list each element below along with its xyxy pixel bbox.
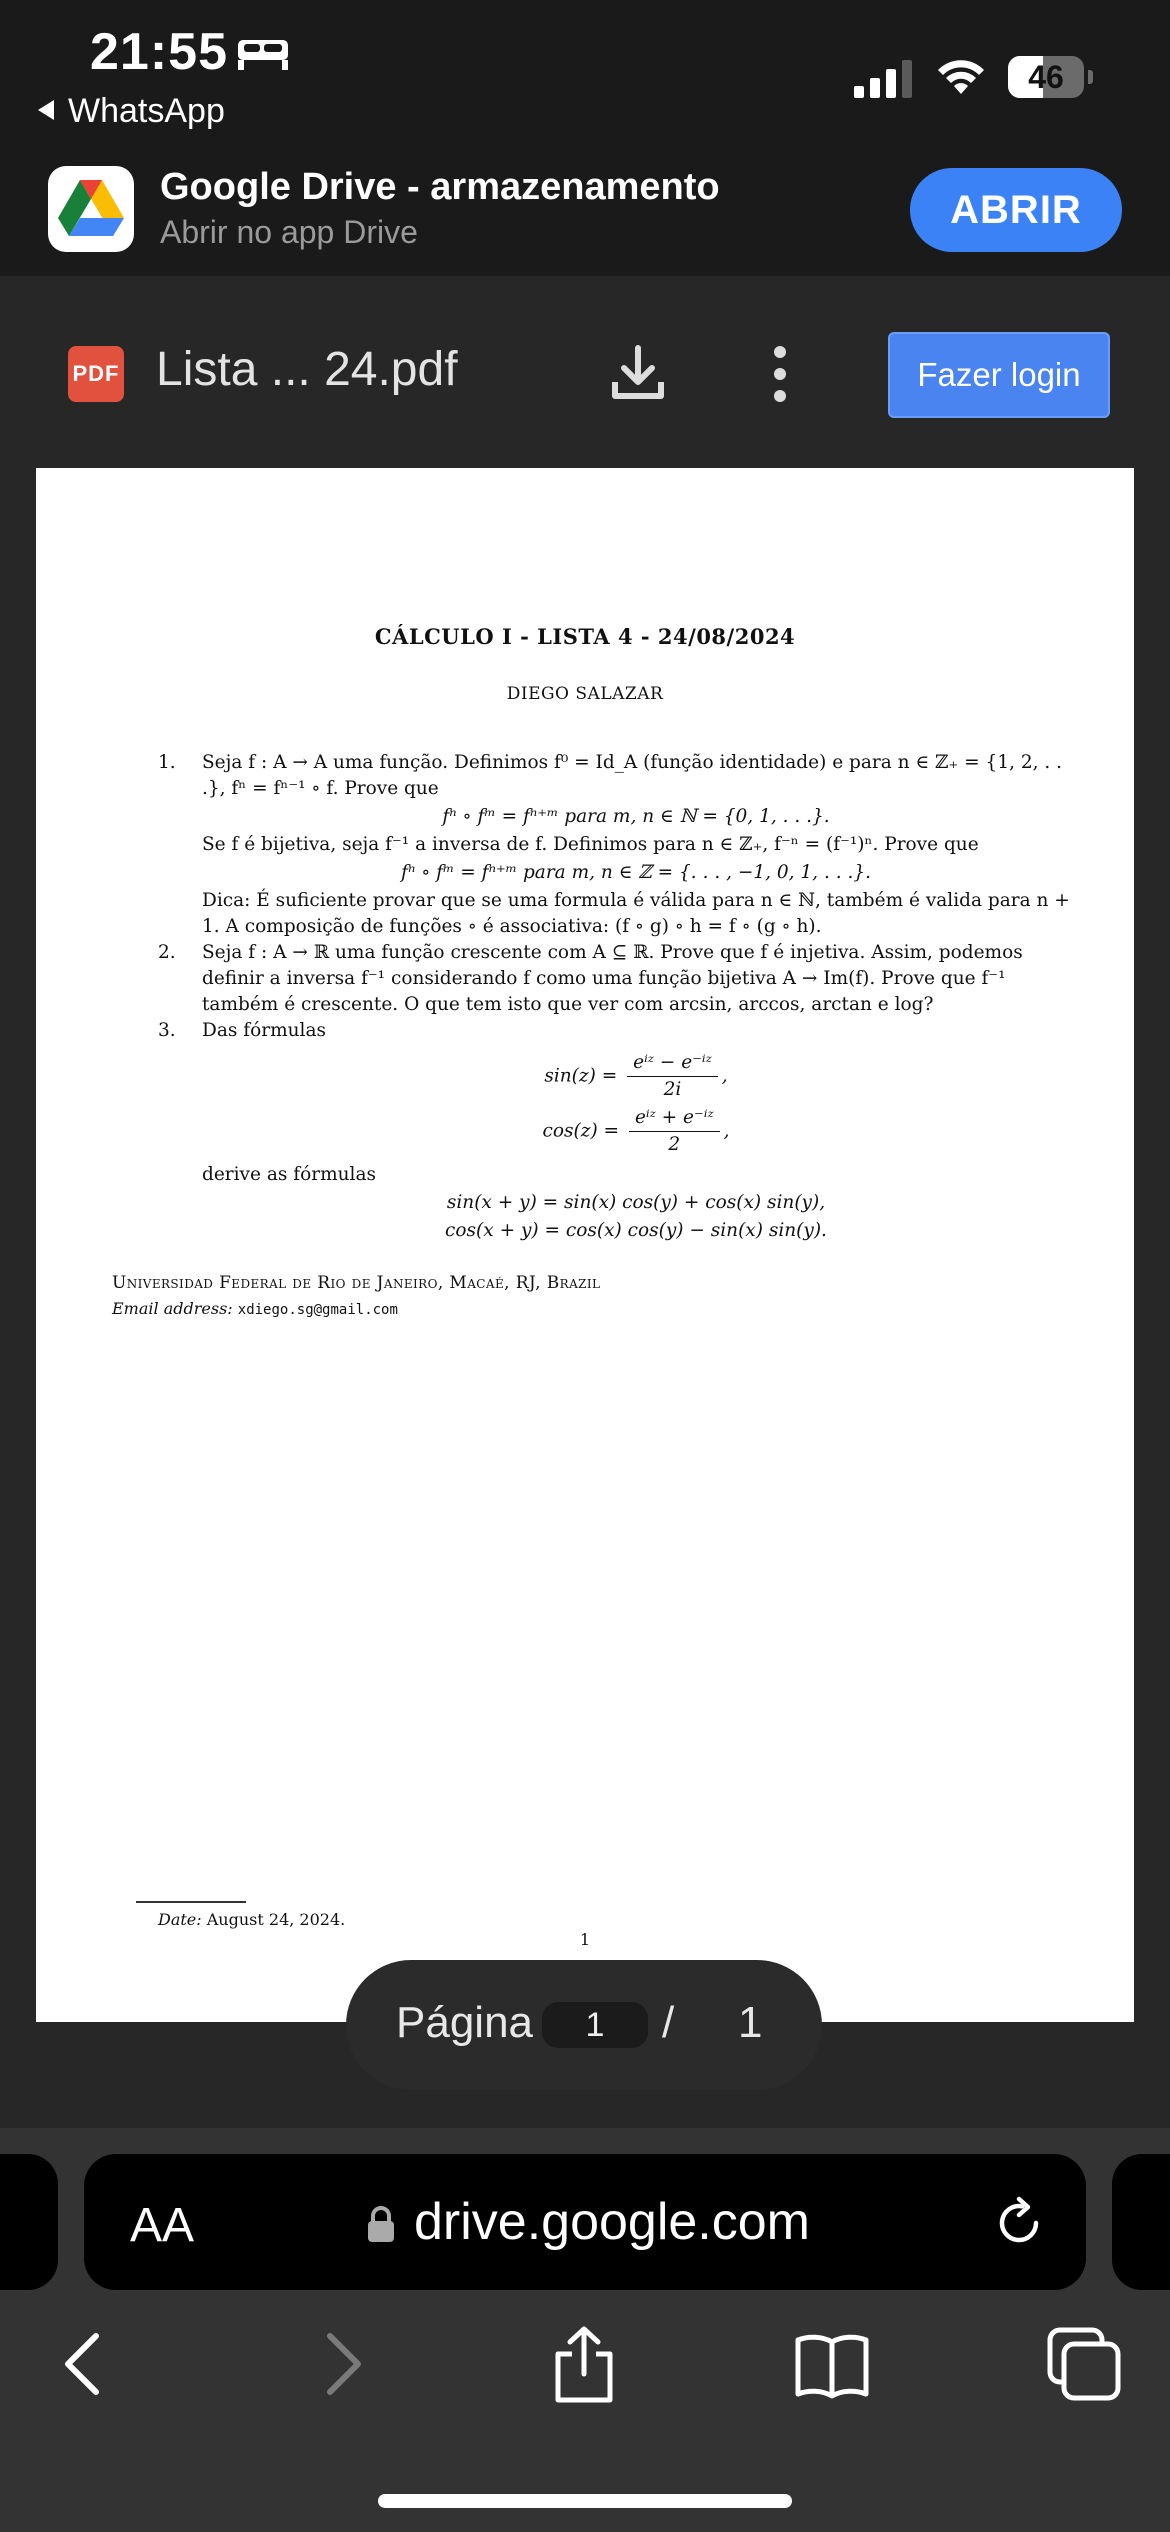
cos-numerator: eⁱᶻ + e⁻ⁱᶻ [629,1105,720,1132]
google-drive-logo-icon [58,178,124,238]
back-triangle-icon [38,100,54,120]
smart-app-banner [0,150,1170,276]
document-title: CÁLCULO I - LISTA 4 - 24/08/2024 [374,624,796,649]
document-body [112,750,1070,1323]
pdf-file-icon: PDF [68,346,124,402]
lock-icon [366,2204,396,2244]
back-icon[interactable] [46,2324,126,2404]
current-page-input[interactable]: 1 [542,2002,648,2048]
total-pages: 1 [738,1998,763,2047]
back-app-label: WhatsApp [68,92,225,130]
open-app-button[interactable]: ABRIR [910,168,1122,252]
exercise-number: 2. [158,942,176,963]
exercise-3 [158,1018,1070,1244]
cellular-signal-icon [852,58,916,98]
wifi-icon [936,56,986,96]
page-indicator [346,1960,822,2090]
sign-in-button[interactable]: Fazer login [888,332,1110,418]
equation: fⁿ ∘ fᵐ = fⁿ⁺ᵐ para m, n ∈ ℤ = {. . . , −1, 0, 1, . . .}. [401,862,871,883]
pdf-viewer[interactable] [0,468,1170,2128]
exercise-2 [158,940,1070,1018]
exercise-1 [158,750,1070,940]
exercise-text: Seja f : A → A uma função. Definimos f⁰ = Id_A (função identidade) e para n ∈ ℤ₊ = {1, 2, . . .}, fⁿ = fⁿ⁻¹ ∘ f. Prove que [202,752,1063,799]
banner-subtitle: Abrir no app Drive [160,214,418,250]
forward-icon[interactable] [300,2324,380,2404]
reload-icon[interactable] [992,2196,1046,2250]
fraction [627,1050,718,1103]
sin-denominator: 2i [663,1079,682,1100]
author-email [112,1296,1070,1323]
exercise-number: 1. [158,752,176,773]
clock: 21:55 [90,23,228,81]
bookmarks-icon[interactable] [792,2324,872,2404]
safari-toolbar [0,2128,1170,2532]
next-tab-preview[interactable] [1112,2154,1170,2290]
previous-tab-preview[interactable] [0,2154,58,2290]
sin-numerator: eⁱᶻ − e⁻ⁱᶻ [627,1050,718,1077]
share-icon[interactable] [544,2324,624,2404]
page-separator: / [662,1998,675,2047]
back-to-whatsapp-link[interactable] [38,92,225,131]
punctuation: , [721,1065,728,1087]
email-label: Email address: [112,1299,233,1318]
pdf-page [36,468,1134,2022]
sleep-bed-icon [236,38,290,72]
fraction [629,1105,720,1158]
sin-formula [202,1050,1070,1103]
status-bar [0,0,1170,150]
download-icon[interactable] [610,344,666,402]
exercise-hint: Dica: É suficiente provar que se uma formula é válida para n ∈ ℕ, também é valida para n + 1. A composição de funções ∘ é associativa: (f ∘ g) ∘ h = f ∘ (g ∘ h). [202,890,1070,937]
exercise-text: Seja f : A → ℝ uma função crescente com A ⊆ ℝ. Prove que f é injetiva. Assim, podemos definir a inversa f⁻¹ considerando f como uma função bijetiva A → Im(f). Prove que f⁻¹ também é crescente. O que tem isto que ver com arcsin, arccos, arctan e log? [202,942,1023,1015]
cos-formula [202,1105,1070,1158]
email-address: xdiego.sg@gmail.com [237,1302,398,1318]
battery-indicator [1008,56,1092,98]
equation: fⁿ ∘ fᵐ = fⁿ⁺ᵐ para m, n ∈ ℕ = {0, 1, . . .}. [442,806,830,827]
exercise-number: 3. [158,1020,176,1041]
date-footnote [158,1910,345,1929]
sin-lhs: sin(z) = [544,1065,618,1087]
banner-app-title: Google Drive - armazenamento [160,166,720,208]
author-affiliation: Universidad Federal de Rio de Janeiro, Macaé, RJ, Brazil [112,1273,601,1293]
document-author: DIEGO SALAZAR [506,684,664,704]
exercise-text: derive as fórmulas [202,1164,376,1185]
text-size-label: AA [130,2199,195,2252]
page-number: 1 [579,1930,591,1949]
battery-level: 46 [1028,59,1064,95]
home-indicator[interactable] [378,2494,792,2508]
page-label: Página [396,1998,534,2047]
url-text: drive.google.com [414,2193,810,2251]
google-drive-app-icon [48,166,134,252]
footnote-divider [136,1901,246,1903]
page-settings-button[interactable] [130,2198,194,2253]
punctuation: , [723,1120,730,1142]
cos-lhs: cos(z) = [542,1120,620,1142]
file-name: Lista ... 24.pdf [156,343,458,396]
exercise-text: Se f é bijetiva, seja f⁻¹ a inversa de f. Definimos para n ∈ ℤ₊, f⁻ⁿ = (f⁻¹)ⁿ. Prove que [202,834,979,855]
tabs-icon[interactable] [1044,2324,1124,2404]
drive-viewer-toolbar [0,276,1170,468]
date-label: Date: [158,1910,202,1929]
cos-denominator: 2 [668,1134,681,1155]
exercise-text: Das fórmulas [202,1020,326,1041]
address-bar[interactable] [84,2154,1086,2290]
sum-sin-formula: sin(x + y) = sin(x) cos(y) + cos(x) sin(y), [446,1192,826,1213]
sum-cos-formula: cos(x + y) = cos(x) cos(y) − sin(x) sin(y). [445,1220,827,1241]
date-value: August 24, 2024. [206,1910,346,1929]
more-options-icon[interactable] [770,344,790,404]
